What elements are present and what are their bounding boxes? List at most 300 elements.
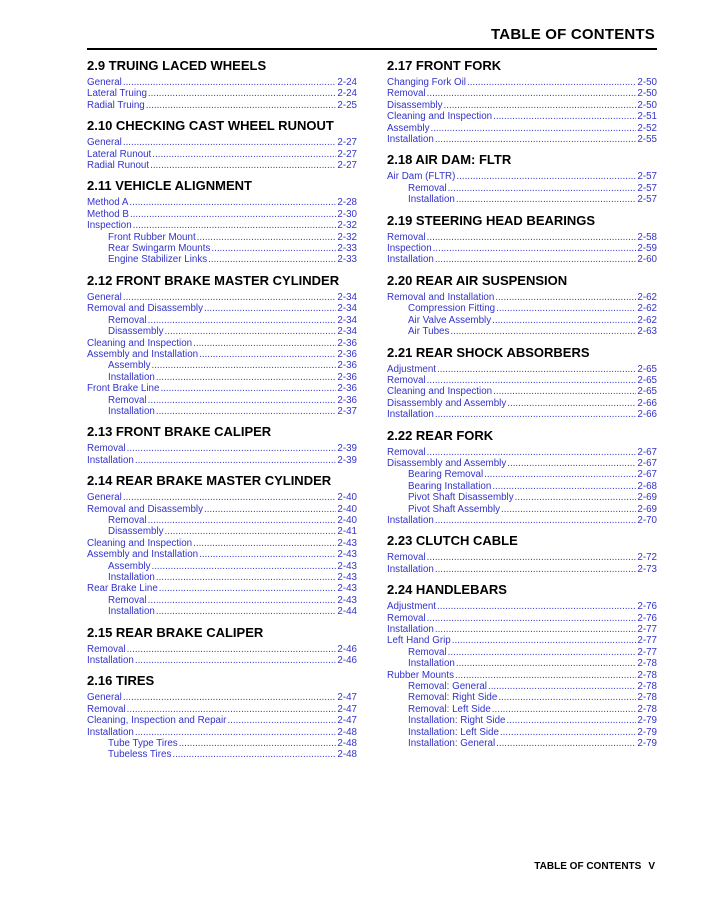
leader-dots xyxy=(507,398,636,409)
leader-dots xyxy=(427,613,637,624)
toc-entry[interactable] xyxy=(87,100,357,111)
toc-entry-label: Installation xyxy=(408,194,455,206)
leader-dots xyxy=(211,243,336,254)
footer-page-number: V xyxy=(648,861,655,872)
toc-entry-page: 2-51 xyxy=(637,111,657,123)
toc-entry[interactable] xyxy=(87,243,357,254)
toc-section-title: 2.11 VEHICLE ALIGNMENT xyxy=(87,178,252,194)
leader-dots xyxy=(156,372,337,383)
toc-entry[interactable] xyxy=(387,727,657,738)
toc-entry[interactable] xyxy=(87,149,357,160)
leader-dots xyxy=(496,738,636,749)
toc-entry-label: Installation xyxy=(387,254,434,266)
leader-dots xyxy=(156,572,337,583)
toc-entry-label: Removal and Disassembly xyxy=(87,303,203,315)
leader-dots xyxy=(197,232,337,243)
toc-entry[interactable] xyxy=(87,209,357,220)
leader-dots xyxy=(151,561,336,572)
leader-dots xyxy=(148,88,336,99)
toc-entry-page: 2-43 xyxy=(337,549,357,561)
page-footer xyxy=(534,861,655,872)
toc-entry[interactable] xyxy=(87,749,357,760)
leader-dots xyxy=(430,123,636,134)
toc-entry[interactable] xyxy=(87,197,357,208)
toc-entry-label: Installation xyxy=(108,405,155,417)
toc-entry-page: 2-59 xyxy=(637,243,657,255)
leader-dots xyxy=(133,220,337,231)
toc-entry-label: General xyxy=(87,492,122,504)
toc-entry[interactable] xyxy=(87,232,357,243)
toc-entry-label: Installation xyxy=(108,371,155,383)
toc-entry[interactable] xyxy=(387,232,657,243)
leader-dots xyxy=(127,443,337,454)
toc-entry[interactable] xyxy=(387,564,657,575)
toc-entry[interactable] xyxy=(87,372,357,383)
leader-dots xyxy=(507,458,636,469)
toc-entry-label: Removal xyxy=(108,514,147,526)
toc-entry-page: 2-39 xyxy=(337,454,357,466)
toc-entry-page: 2-46 xyxy=(337,643,357,655)
toc-entry[interactable] xyxy=(387,111,657,122)
toc-entry-label: Installation xyxy=(108,572,155,583)
toc-entry-label: Cleaning, Inspection and Repair xyxy=(87,715,227,727)
toc-entry-label: Assembly and Installation xyxy=(87,549,199,561)
leader-dots xyxy=(495,292,636,303)
toc-entry-label: Method A xyxy=(87,197,129,209)
toc-entry-page: 2-34 xyxy=(337,314,357,326)
toc-entry-label: Cleaning and Inspection xyxy=(387,111,493,123)
toc-entry-page: 2-57 xyxy=(637,182,657,194)
toc-entry[interactable] xyxy=(87,303,357,314)
leader-dots xyxy=(123,292,337,303)
toc-entry[interactable] xyxy=(387,134,657,145)
toc-entry[interactable] xyxy=(387,681,657,692)
leader-dots xyxy=(427,375,637,386)
toc-entry-label: Radial Runout xyxy=(87,160,150,172)
toc-entry[interactable] xyxy=(387,469,657,480)
toc-entry-label: Bearing Removal xyxy=(408,469,484,481)
toc-entry-label: Removal xyxy=(408,646,447,658)
toc-entry[interactable] xyxy=(87,455,357,466)
toc-entry-label: Disassembly xyxy=(108,326,164,338)
toc-entry-label: Installation xyxy=(108,606,155,618)
toc-entry-page: 2-27 xyxy=(337,148,357,160)
leader-dots xyxy=(450,326,636,337)
toc-section-title: 2.21 REAR SHOCK ABSORBERS xyxy=(387,344,590,360)
leader-dots xyxy=(199,349,336,360)
toc-column-right xyxy=(387,58,657,767)
leader-dots xyxy=(208,254,336,265)
toc-entry[interactable] xyxy=(387,492,657,503)
toc-section xyxy=(87,118,357,171)
leader-dots xyxy=(427,552,637,563)
toc-entry-page: 2-78 xyxy=(637,681,657,693)
toc-entry[interactable] xyxy=(387,692,657,703)
toc-entry-page: 2-37 xyxy=(337,405,357,417)
toc-entry-label: Installation: Left Side xyxy=(408,726,499,738)
toc-entry-label: Removal xyxy=(108,394,147,406)
leader-dots xyxy=(492,704,637,715)
toc-entry-label: Removal xyxy=(387,552,426,564)
toc-entry-page: 2-77 xyxy=(637,646,657,658)
toc-entry[interactable] xyxy=(387,447,657,458)
toc-entry-page: 2-60 xyxy=(637,254,657,266)
toc-entry[interactable] xyxy=(387,647,657,658)
toc-entry-page: 2-34 xyxy=(337,291,357,303)
toc-entry[interactable] xyxy=(87,515,357,526)
toc-entry[interactable] xyxy=(387,504,657,515)
toc-entry-page: 2-73 xyxy=(637,563,657,575)
toc-entry-label: Installation xyxy=(87,726,134,738)
toc-entry[interactable] xyxy=(87,583,357,594)
toc-entry-label: Changing Fork Oil xyxy=(387,77,466,88)
toc-entry-page: 2-40 xyxy=(337,492,357,504)
toc-entry-page: 2-40 xyxy=(337,503,357,515)
toc-entry-page: 2-25 xyxy=(337,99,357,111)
leader-dots xyxy=(172,749,336,760)
toc-entry[interactable] xyxy=(87,715,357,726)
toc-entry-label: Removal xyxy=(387,88,426,100)
toc-entry[interactable] xyxy=(387,315,657,326)
toc-entry-label: Removal xyxy=(387,446,426,458)
toc-section-title: 2.15 REAR BRAKE CALIPER xyxy=(87,624,264,640)
toc-entry-label: Rear Brake Line xyxy=(87,583,158,595)
toc-entry-page: 2-24 xyxy=(337,77,357,88)
leader-dots xyxy=(456,171,636,182)
toc-entry-label: Air Dam (FLTR) xyxy=(387,171,456,183)
toc-entry[interactable] xyxy=(387,100,657,111)
toc-entry-page: 2-27 xyxy=(337,160,357,172)
toc-section xyxy=(87,424,357,466)
leader-dots xyxy=(493,111,636,122)
toc-entry-label: Cleaning and Inspection xyxy=(387,386,493,398)
toc-entry[interactable] xyxy=(87,88,357,99)
leader-dots xyxy=(199,549,336,560)
toc-entry-page: 2-78 xyxy=(637,703,657,715)
toc-section xyxy=(87,178,357,265)
leader-dots xyxy=(179,738,337,749)
toc-section xyxy=(87,673,357,760)
toc-entry-label: Removal xyxy=(87,443,126,455)
toc-entry-label: Compression Fitting xyxy=(408,303,496,315)
leader-dots xyxy=(165,526,337,537)
toc-entry[interactable] xyxy=(87,443,357,454)
leader-dots xyxy=(151,360,336,371)
toc-entry[interactable] xyxy=(87,292,357,303)
toc-entry-page: 2-63 xyxy=(637,326,657,338)
toc-entry[interactable] xyxy=(87,526,357,537)
toc-entry-label: General xyxy=(87,692,122,704)
toc-entry-label: Installation xyxy=(408,658,455,670)
toc-entry[interactable] xyxy=(387,364,657,375)
leader-dots xyxy=(492,481,636,492)
leader-dots xyxy=(496,303,636,314)
toc-entry[interactable] xyxy=(87,504,357,515)
toc-entry-label: Assembly xyxy=(108,560,151,572)
leader-dots xyxy=(435,134,637,145)
toc-entry[interactable] xyxy=(387,515,657,526)
toc-entry-page: 2-66 xyxy=(637,409,657,421)
toc-entry[interactable] xyxy=(87,406,357,417)
toc-entry[interactable] xyxy=(87,492,357,503)
toc-entry-label: Cleaning and Inspection xyxy=(87,337,193,349)
toc-entry-label: Inspection xyxy=(87,220,132,232)
leader-dots xyxy=(150,160,336,171)
toc-entry[interactable] xyxy=(387,704,657,715)
toc-entry[interactable] xyxy=(87,77,357,88)
toc-entry[interactable] xyxy=(87,727,357,738)
toc-section xyxy=(387,152,657,205)
toc-entry-page: 2-41 xyxy=(337,526,357,538)
toc-entry[interactable] xyxy=(87,326,357,337)
leader-dots xyxy=(455,670,636,681)
toc-entry[interactable] xyxy=(87,383,357,394)
leader-dots xyxy=(204,504,336,515)
toc-entry[interactable] xyxy=(387,738,657,749)
toc-entry-label: Pivot Shaft Assembly xyxy=(408,503,501,515)
leader-dots xyxy=(193,538,336,549)
toc-entry[interactable] xyxy=(387,183,657,194)
leader-dots xyxy=(156,606,337,617)
leader-dots xyxy=(427,232,637,243)
leader-dots xyxy=(135,727,337,738)
toc-entry-label: Adjustment xyxy=(387,363,437,375)
toc-entry-page: 2-67 xyxy=(637,457,657,469)
toc-entry-label: Method B xyxy=(87,208,129,220)
toc-entry-label: Rubber Mounts xyxy=(387,669,454,681)
toc-entry[interactable] xyxy=(87,538,357,549)
toc-entry-label: Installation xyxy=(387,134,434,146)
toc-entry-page: 2-47 xyxy=(337,703,357,715)
toc-entry-page: 2-50 xyxy=(637,88,657,100)
toc-entry[interactable] xyxy=(87,644,357,655)
toc-entry-label: Lateral Truing xyxy=(87,88,147,100)
toc-entry-page: 2-43 xyxy=(337,583,357,595)
toc-section xyxy=(87,473,357,617)
toc-entry[interactable] xyxy=(87,606,357,617)
toc-section xyxy=(387,345,657,421)
leader-dots xyxy=(148,315,337,326)
toc-section xyxy=(387,58,657,145)
toc-entry-page: 2-79 xyxy=(637,738,657,750)
toc-entry-page: 2-67 xyxy=(637,446,657,458)
leader-dots xyxy=(127,644,337,655)
toc-entry[interactable] xyxy=(87,315,357,326)
toc-entry-page: 2-36 xyxy=(337,383,357,395)
toc-entry[interactable] xyxy=(87,160,357,171)
toc-entry-page: 2-57 xyxy=(637,194,657,206)
toc-entry[interactable] xyxy=(87,360,357,371)
leader-dots xyxy=(204,303,336,314)
toc-section-title: 2.14 REAR BRAKE MASTER CYLINDER xyxy=(87,473,332,489)
toc-entry[interactable] xyxy=(387,77,657,88)
toc-entry[interactable] xyxy=(387,601,657,612)
leader-dots xyxy=(448,183,637,194)
toc-entry[interactable] xyxy=(387,326,657,337)
toc-entry-page: 2-65 xyxy=(637,386,657,398)
toc-section xyxy=(387,582,657,749)
leader-dots xyxy=(456,658,637,669)
toc-entry-page: 2-40 xyxy=(337,514,357,526)
toc-entry-label: Assembly xyxy=(387,122,430,134)
toc-entry[interactable] xyxy=(387,658,657,669)
toc-entry[interactable] xyxy=(87,692,357,703)
toc-entry[interactable] xyxy=(87,595,357,606)
toc-entry-page: 2-46 xyxy=(337,655,357,667)
toc-entry-label: Air Valve Assembly xyxy=(408,314,492,326)
toc-entry[interactable] xyxy=(387,243,657,254)
toc-entry[interactable] xyxy=(387,375,657,386)
toc-entry-label: Cleaning and Inspection xyxy=(87,537,193,549)
toc-entry-page: 2-77 xyxy=(637,624,657,635)
toc-entry-page: 2-34 xyxy=(337,303,357,315)
header-rule xyxy=(87,48,657,50)
toc-entry-label: Installation: General xyxy=(408,738,496,750)
leader-dots xyxy=(427,88,637,99)
leader-dots xyxy=(148,515,337,526)
toc-entry[interactable] xyxy=(87,572,357,583)
leader-dots xyxy=(129,197,336,208)
toc-entry-page: 2-43 xyxy=(337,537,357,549)
toc-entry[interactable] xyxy=(87,704,357,715)
toc-entry-label: Removal xyxy=(108,314,147,326)
leader-dots xyxy=(500,727,636,738)
leader-dots xyxy=(506,715,636,726)
toc-entry-page: 2-62 xyxy=(637,303,657,315)
toc-entry-page: 2-27 xyxy=(337,137,357,149)
toc-entry-page: 2-65 xyxy=(637,363,657,375)
leader-dots xyxy=(127,704,337,715)
toc-entry-label: Assembly xyxy=(108,360,151,372)
toc-entry-label: Front Brake Line xyxy=(87,383,160,395)
toc-section-title: 2.16 TIRES xyxy=(87,673,155,689)
toc-entry-page: 2-78 xyxy=(637,692,657,704)
toc-entry[interactable] xyxy=(87,220,357,231)
toc-entry-page: 2-72 xyxy=(637,552,657,564)
toc-entry[interactable] xyxy=(387,292,657,303)
toc-entry[interactable] xyxy=(387,481,657,492)
toc-entry[interactable] xyxy=(387,715,657,726)
toc-entry-label: Pivot Shaft Disassembly xyxy=(408,492,514,504)
toc-entry[interactable] xyxy=(387,88,657,99)
toc-entry[interactable] xyxy=(87,254,357,265)
toc-entry-page: 2-52 xyxy=(637,122,657,134)
toc-section-title: 2.19 STEERING HEAD BEARINGS xyxy=(387,212,596,228)
toc-entry-page: 2-68 xyxy=(637,480,657,492)
toc-entry-page: 2-77 xyxy=(637,635,657,647)
toc-entry[interactable] xyxy=(87,395,357,406)
toc-entry-page: 2-32 xyxy=(337,231,357,243)
leader-dots xyxy=(427,447,637,458)
toc-entry[interactable] xyxy=(387,409,657,420)
leader-dots xyxy=(452,635,637,646)
leader-dots xyxy=(435,254,637,265)
toc-entry[interactable] xyxy=(387,171,657,182)
toc-entry-label: Assembly and Installation xyxy=(87,348,199,360)
toc-entry-label: Tube Type Tires xyxy=(108,738,178,750)
toc-entry-label: Disassembly xyxy=(108,526,164,538)
toc-entry-page: 2-62 xyxy=(637,291,657,303)
toc-entry[interactable] xyxy=(387,123,657,134)
leader-dots xyxy=(156,406,337,417)
toc-section-title: 2.24 HANDLEBARS xyxy=(387,582,507,598)
toc-entry-page: 2-43 xyxy=(337,594,357,606)
leader-dots xyxy=(160,383,336,394)
toc-entry[interactable] xyxy=(387,254,657,265)
toc-entry-page: 2-24 xyxy=(337,88,357,100)
toc-entry[interactable] xyxy=(387,552,657,563)
toc-entry-page: 2-67 xyxy=(637,469,657,481)
leader-dots xyxy=(488,681,636,692)
toc-entry-page: 2-76 xyxy=(637,601,657,613)
toc-section xyxy=(87,58,357,111)
toc-section xyxy=(387,213,657,266)
toc-entry-label: Removal xyxy=(387,231,426,243)
toc-entry[interactable] xyxy=(87,338,357,349)
toc-entry-label: Left Hand Grip xyxy=(387,635,451,647)
leader-dots xyxy=(135,455,337,466)
page-title: TABLE OF CONTENTS xyxy=(491,26,655,43)
toc-entry[interactable] xyxy=(387,613,657,624)
toc-entry-label: Disassembly xyxy=(387,99,443,111)
leader-dots xyxy=(435,564,637,575)
toc-entry[interactable] xyxy=(87,549,357,560)
toc-entry-page: 2-36 xyxy=(337,371,357,383)
leader-dots xyxy=(435,409,637,420)
toc-section-title: 2.13 FRONT BRAKE CALIPER xyxy=(87,424,272,440)
toc-entry[interactable] xyxy=(387,635,657,646)
leader-dots xyxy=(123,137,337,148)
leader-dots xyxy=(515,492,637,503)
toc-entry[interactable] xyxy=(387,194,657,205)
toc-entry[interactable] xyxy=(387,303,657,314)
leader-dots xyxy=(130,209,336,220)
toc-entry-label: Installation xyxy=(387,624,434,635)
toc-entry-label: Removal xyxy=(387,374,426,386)
toc-entry[interactable] xyxy=(87,738,357,749)
leader-dots xyxy=(467,77,636,88)
toc-entry-page: 2-58 xyxy=(637,231,657,243)
toc-entry[interactable] xyxy=(387,386,657,397)
toc-entry[interactable] xyxy=(87,349,357,360)
toc-entry[interactable] xyxy=(387,398,657,409)
toc-entry[interactable] xyxy=(87,655,357,666)
toc-entry-page: 2-32 xyxy=(337,220,357,232)
toc-column-left xyxy=(87,58,357,767)
toc-entry-page: 2-57 xyxy=(637,171,657,183)
toc-entry-label: Engine Stabilizer Links xyxy=(108,254,208,266)
toc-entry[interactable] xyxy=(87,561,357,572)
toc-entry[interactable] xyxy=(387,458,657,469)
toc-entry[interactable] xyxy=(387,624,657,635)
toc-section-title: 2.10 CHECKING CAST WHEEL RUNOUT xyxy=(87,118,334,134)
toc-entry-label: Air Tubes xyxy=(408,326,450,338)
toc-entry-page: 2-78 xyxy=(637,658,657,670)
toc-entry-label: General xyxy=(87,291,122,303)
toc-entry-label: Tubeless Tires xyxy=(108,749,172,761)
toc-entry-page: 2-62 xyxy=(637,314,657,326)
toc-entry[interactable] xyxy=(387,670,657,681)
toc-entry-page: 2-79 xyxy=(637,726,657,738)
toc-entry[interactable] xyxy=(87,137,357,148)
toc-entry-label: Removal xyxy=(87,643,126,655)
toc-entry-page: 2-65 xyxy=(637,374,657,386)
toc-entry-label: Radial Truing xyxy=(87,99,145,111)
toc-entry-page: 2-78 xyxy=(637,669,657,681)
toc-entry-page: 2-43 xyxy=(337,560,357,572)
toc-entry-label: Removal: General xyxy=(408,681,487,693)
leader-dots xyxy=(165,326,337,337)
